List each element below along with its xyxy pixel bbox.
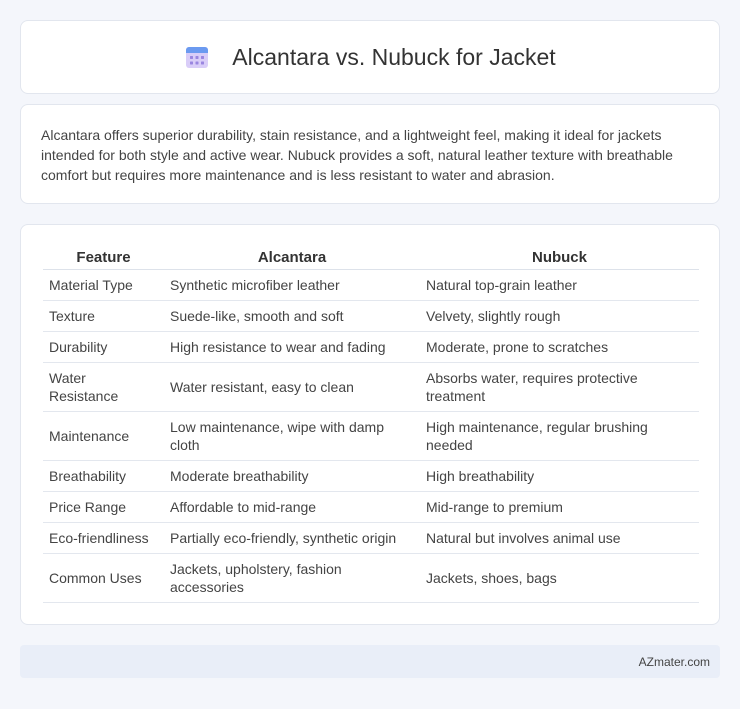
table-row (43, 553, 699, 602)
nubuck-cell: High maintenance, regular brushing needed (420, 411, 699, 460)
header-nubuck: Nubuck (420, 245, 699, 269)
header-feature: Feature (43, 245, 164, 269)
footer (20, 645, 720, 678)
table-row (43, 411, 699, 460)
nubuck-cell: Natural top-grain leather (420, 269, 699, 300)
nubuck-cell: Absorbs water, requires protective treatment (420, 362, 699, 411)
table-row (43, 460, 699, 491)
feature-cell: Material Type (43, 269, 164, 300)
comparison-table-card (20, 224, 720, 625)
alcantara-cell: Low maintenance, wipe with damp cloth (164, 411, 420, 460)
alcantara-cell: Water resistant, easy to clean (164, 362, 420, 411)
nubuck-cell: Moderate, prone to scratches (420, 331, 699, 362)
alcantara-cell: Jackets, upholstery, fashion accessories (164, 553, 420, 602)
calendar-icon (184, 44, 210, 70)
nubuck-cell: Velvety, slightly rough (420, 300, 699, 331)
table-header-row (43, 245, 699, 269)
feature-cell: Common Uses (43, 553, 164, 602)
table-row (43, 300, 699, 331)
summary-card (20, 104, 720, 204)
nubuck-cell: Mid-range to premium (420, 491, 699, 522)
feature-cell: Texture (43, 300, 164, 331)
alcantara-cell: Affordable to mid-range (164, 491, 420, 522)
summary-text: Alcantara offers superior durability, stain resistance, and a lightweight feel, making it ideal for jackets intended for both style and active wear. Nubuck provides a soft, natural leather texture with breathable comfort but requires more maintenance and is less resistant to water and abrasion. (41, 127, 673, 183)
comparison-table (43, 245, 699, 603)
title-card (20, 20, 720, 94)
alcantara-cell: Partially eco-friendly, synthetic origin (164, 522, 420, 553)
alcantara-cell: Suede-like, smooth and soft (164, 300, 420, 331)
alcantara-cell: Moderate breathability (164, 460, 420, 491)
nubuck-cell: Jackets, shoes, bags (420, 553, 699, 602)
nubuck-cell: Natural but involves animal use (420, 522, 699, 553)
table-row (43, 362, 699, 411)
table-row (43, 491, 699, 522)
table-row (43, 269, 699, 300)
feature-cell: Breathability (43, 460, 164, 491)
alcantara-cell: Synthetic microfiber leather (164, 269, 420, 300)
feature-cell: Eco-friendliness (43, 522, 164, 553)
feature-cell: Price Range (43, 491, 164, 522)
feature-cell: Water Resistance (43, 362, 164, 411)
alcantara-cell: High resistance to wear and fading (164, 331, 420, 362)
feature-cell: Maintenance (43, 411, 164, 460)
page-title: Alcantara vs. Nubuck for Jacket (232, 43, 556, 70)
table-row (43, 331, 699, 362)
table-row (43, 522, 699, 553)
header-alcantara: Alcantara (164, 245, 420, 269)
footer-brand: AZmater.com (638, 654, 710, 669)
nubuck-cell: High breathability (420, 460, 699, 491)
feature-cell: Durability (43, 331, 164, 362)
